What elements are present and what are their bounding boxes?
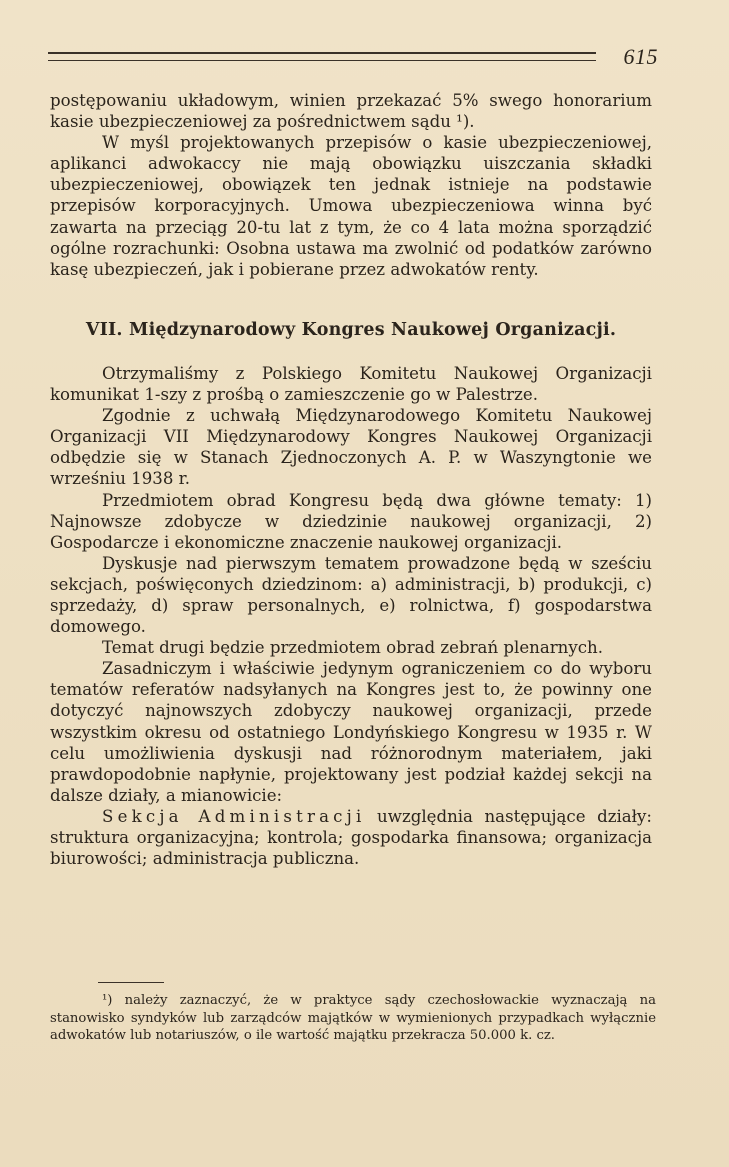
paragraph-insurance: W myśl projektowanych przepisów o kasie ubezpieczeniowej, aplikanci adwokaccy nie mają obowiązku uiszczania składki ubezpieczeniowej, obowiązek ten jednak istnieje na podstawie przepisów korporacyjnych. Umowa ubezpieczeniowa winna być zawarta na przeciąg 20-tu lat z tym, że co 4 lata można sporządzić ogólne rozrachunki: Osobna ustawa ma zwolnić od podatków zarówno kasę ubezpieczeń, jak i pobierane przez adwokatów renty.	[50, 133, 652, 279]
page-number: 615	[623, 44, 658, 69]
paragraph-communique: Otrzymaliśmy z Polskiego Komitetu Naukowej Organizacji komunikat 1-szy z prośbą o zamieszczenie go w Palestrze.	[50, 363, 652, 405]
paragraph-sections: Dyskusje nad pierwszym tematem prowadzone będą w sześciu sekcjach, poświęconych dziedzinom: a) administracji, b) produkcji, c) sprzedaży, d) spraw personalnych, e) rolnictwa, f) gospodarstwa domowego.	[50, 553, 652, 637]
paragraph-plenary: Temat drugi będzie przedmiotem obrad zebrań plenarnych.	[102, 638, 603, 658]
spaced-section-name: Sekcja Administracji	[102, 806, 366, 826]
paragraph-congress-location: Zgodnie z uchwałą Międzynarodowego Komitetu Naukowej Organizacji VII Międzynarodowy Kongres Naukowej Organizacji odbędzie się w Stanach Zjednoczonych A. P. w Waszyngtonie we wrześniu 1938 r.	[50, 406, 652, 489]
section-title: VII. Międzynarodowy Kongres Naukowej Organizacji.	[85, 319, 617, 340]
body-text	[50, 90, 652, 869]
paragraph-administration-section	[50, 806, 652, 869]
page-header	[48, 44, 658, 68]
administration-section-details: uwzględnia następujące działy: struktura organizacyjna; kontrola; gospodarka finansowa; organizacja biurowości; administracja publiczna.	[50, 806, 652, 869]
footnote	[50, 992, 656, 1045]
header-rule	[48, 52, 596, 61]
paragraph-congress-topics: Przedmiotem obrad Kongresu będą dwa główne tematy: 1) Najnowsze zdobycze w dziedzinie naukowej organizacji, 2) Gospodarcze i ekonomiczne znaczenie naukowej organizacji.	[50, 490, 652, 552]
paragraph-limitations: Zasadniczym i właściwie jedynym ograniczeniem co do wyboru tematów referatów nadsyłanych na Kongres jest to, że powinny one dotyczyć najnowszych zdobyczy naukowej organizacji, przede wszystkim okresu od ostatniego Londyńskiego Kongresu w 1935 r. W celu umożliwienia dyskusji nad różnorodnym materiałem, jaki prawdopodobnie napłynie, projektowany jest podział każdej sekcji na dalsze działy, a mianowicie:	[50, 659, 652, 805]
footnote-rule	[98, 982, 164, 983]
footnote-text: ¹) należy zaznaczyć, że w praktyce sądy czechosłowackie wyznaczają na stanowisko syndyków lub zarządców majątków w wymienionych przypadkach wyłącznie adwokatów lub notariuszów, o ile wartość majątku przekracza 50.000 k. cz.	[50, 993, 656, 1044]
paragraph-continuation: postępowaniu układowym, winien przekazać 5% swego honorarium kasie ubezpieczeniowej za pośrednictwem sądu ¹).	[50, 91, 652, 132]
